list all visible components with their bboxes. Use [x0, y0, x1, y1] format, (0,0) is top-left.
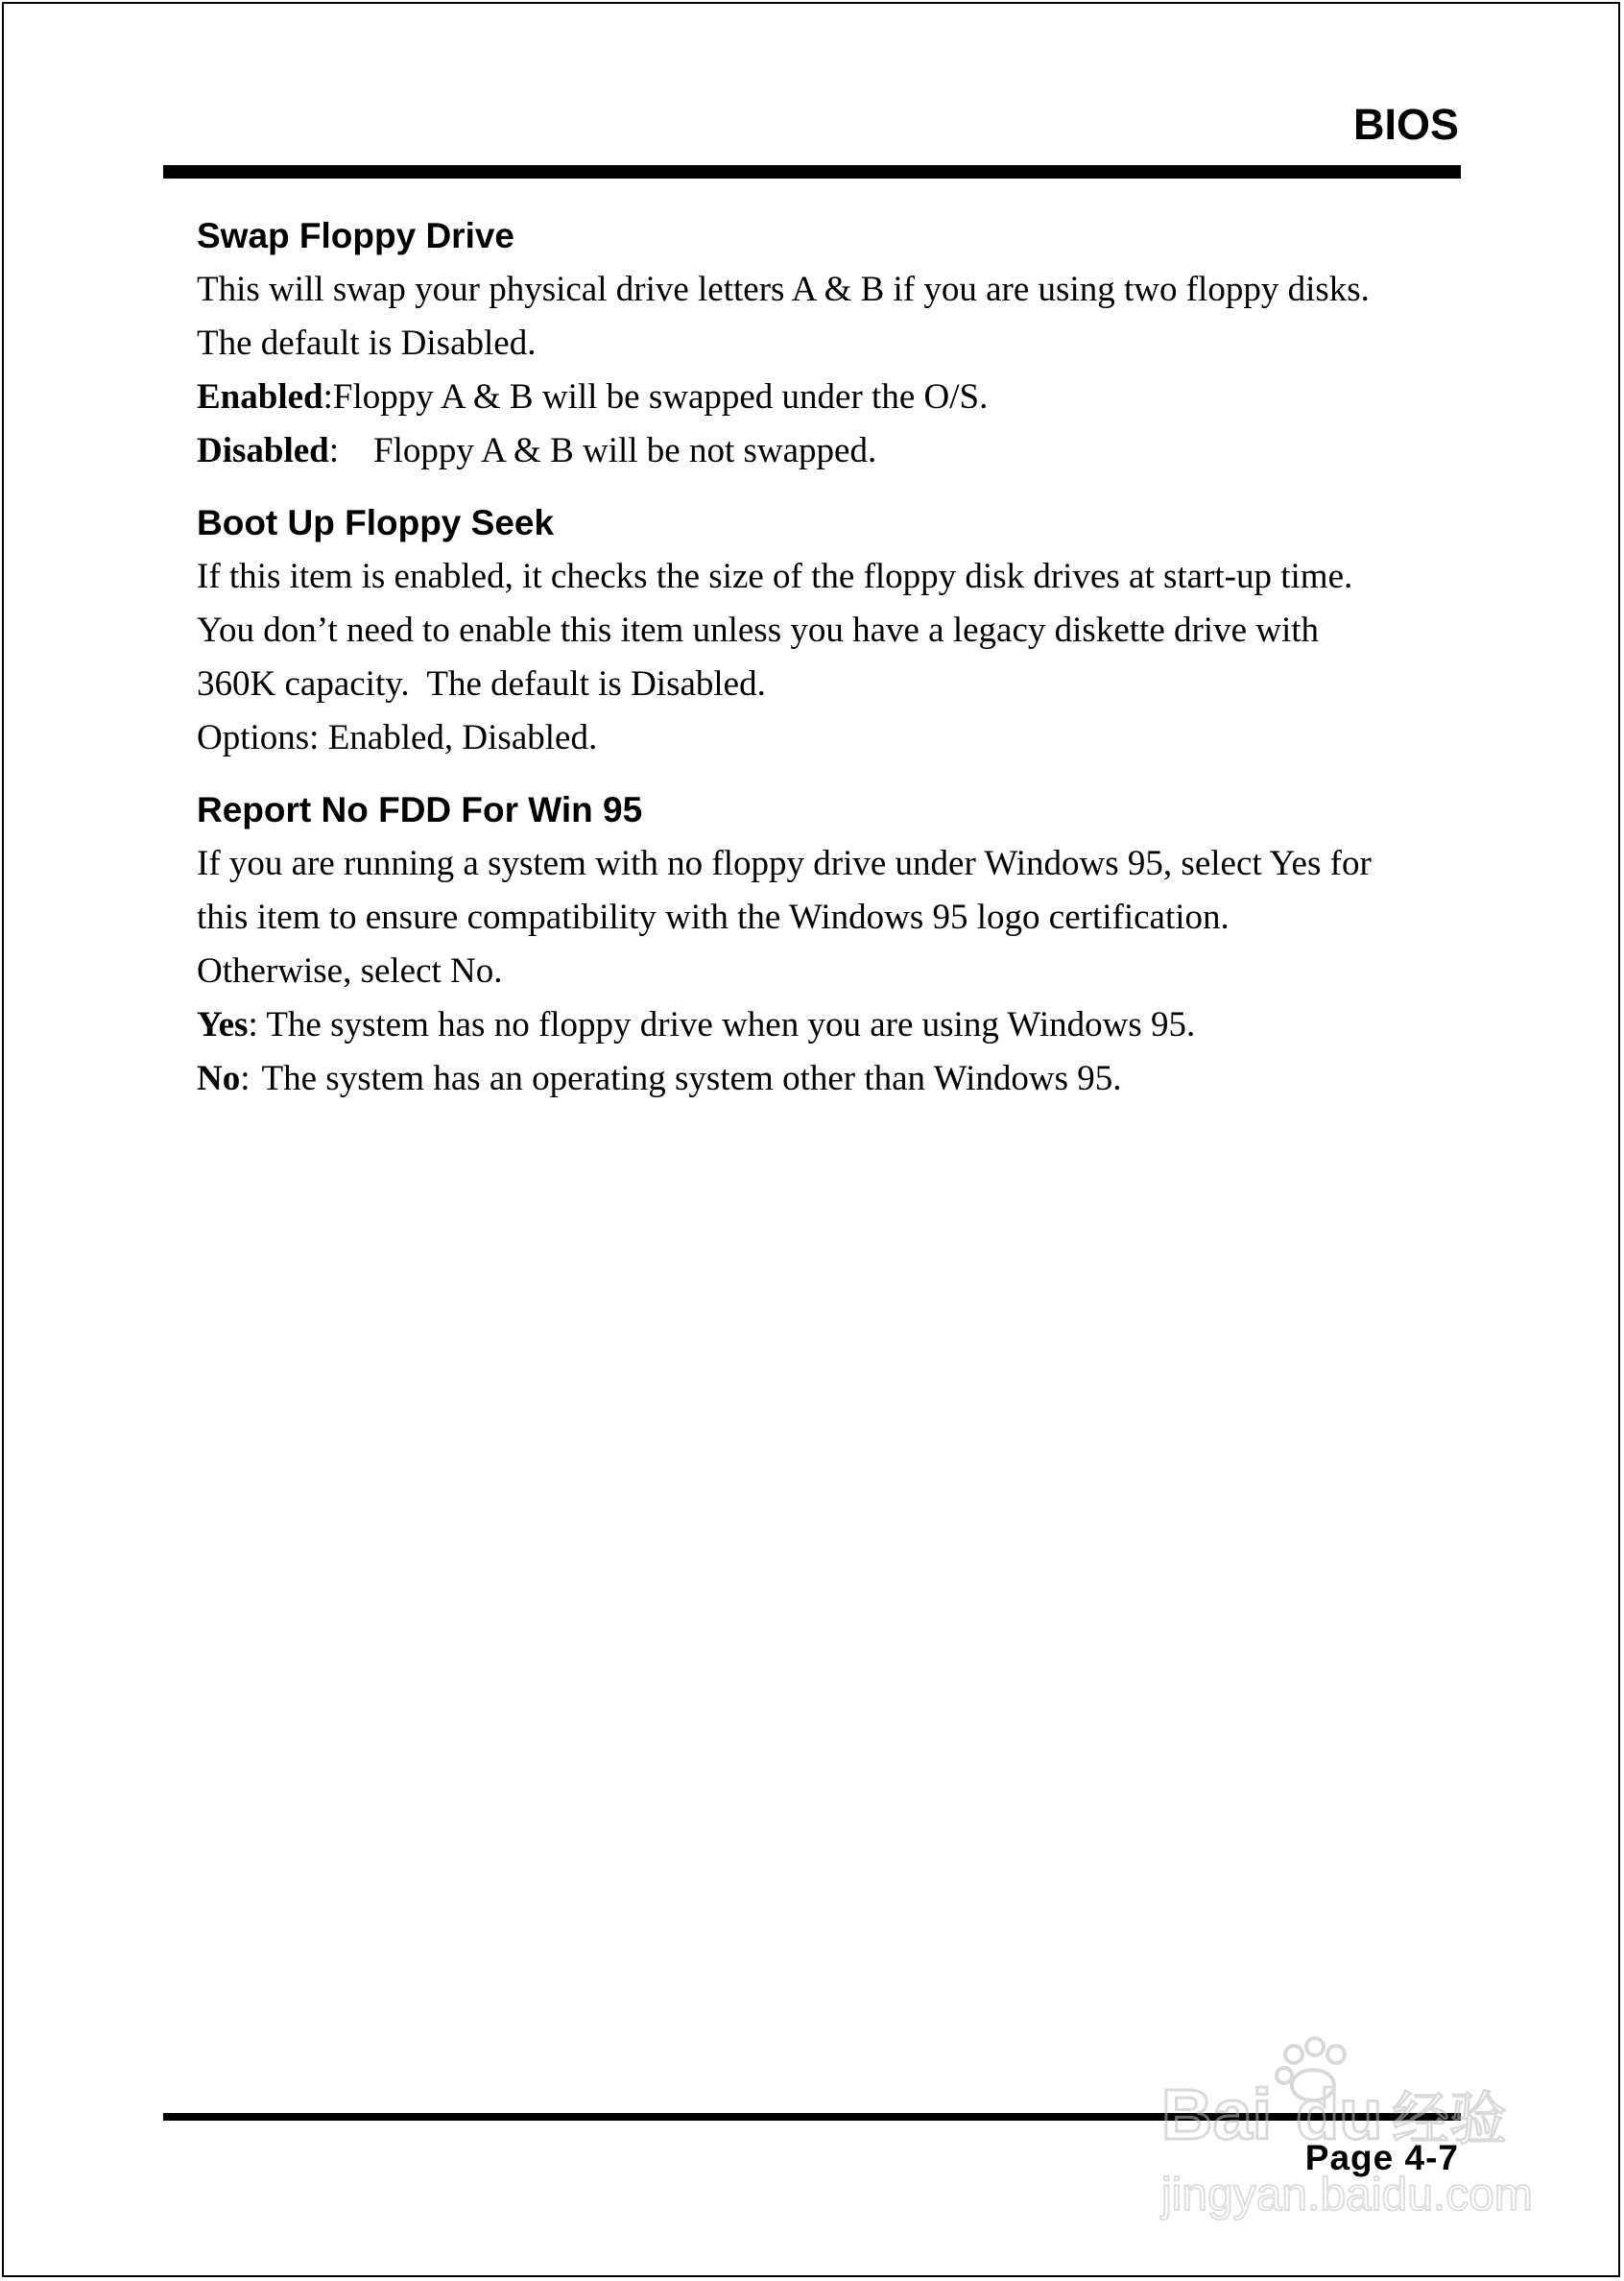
section-title: Boot Up Floppy Seek	[197, 503, 555, 542]
option-disabled	[197, 424, 1473, 478]
svg-text:经验: 经验	[1392, 2086, 1507, 2153]
option-term: Yes	[197, 1005, 249, 1044]
section-title: Swap Floppy Drive	[197, 216, 515, 255]
svg-text:Bai: Bai	[1161, 2075, 1273, 2154]
body-line: 360K capacity. The default is Disabled.	[197, 664, 766, 704]
option-no	[197, 1052, 1473, 1106]
body-line: this item to ensure compatibility with the Windows 95 logo certification.	[197, 898, 1230, 937]
section-title: Report No FDD For Win 95	[197, 790, 643, 829]
svg-text:jingyan.baidu.com: jingyan.baidu.com	[1161, 2170, 1533, 2221]
body-line: Otherwise, select No.	[197, 951, 503, 991]
page-number: Page 4-7	[1304, 2138, 1459, 2177]
option-separator: :	[322, 377, 333, 417]
option-desc: Floppy A & B will be swapped under the O/S.	[332, 377, 989, 417]
option-yes	[197, 998, 1473, 1052]
option-separator: :	[248, 1005, 258, 1044]
section-swap-floppy-drive	[197, 209, 1473, 478]
option-desc: The system has no floppy drive when you are using Windows 95.	[266, 1005, 1196, 1044]
page-content	[197, 209, 1473, 1124]
header-title: BIOS	[1352, 100, 1459, 149]
option-term: Enabled	[197, 377, 323, 417]
body-line: The default is Disabled.	[197, 324, 537, 363]
option-desc: The system has an operating system other than Windows 95.	[261, 1059, 1122, 1098]
body-line: If you are running a system with no floppy drive under Windows 95, select Yes for	[197, 844, 1372, 883]
body-line: Options: Enabled, Disabled.	[197, 718, 598, 757]
option-term: No	[197, 1059, 241, 1098]
option-separator: :	[240, 1059, 251, 1098]
section-report-no-fdd	[197, 783, 1473, 1106]
body-line: This will swap your physical drive letters A & B if you are using two floppy disks.	[197, 270, 1370, 309]
option-term: Disabled	[197, 431, 329, 470]
section-boot-up-floppy-seek	[197, 496, 1473, 765]
body-line: You don’t need to enable this item unless you have a legacy diskette drive with	[197, 611, 1320, 650]
option-separator: :	[328, 431, 340, 470]
option-enabled	[197, 371, 1473, 424]
svg-text:du: du	[1296, 2075, 1383, 2154]
baidu-watermark	[1152, 2035, 1536, 2227]
option-desc: Floppy A & B will be not swapped.	[373, 431, 877, 470]
header-rule	[163, 165, 1461, 179]
body-line: If this item is enabled, it checks the size of the floppy disk drives at start-up time.	[197, 557, 1353, 596]
